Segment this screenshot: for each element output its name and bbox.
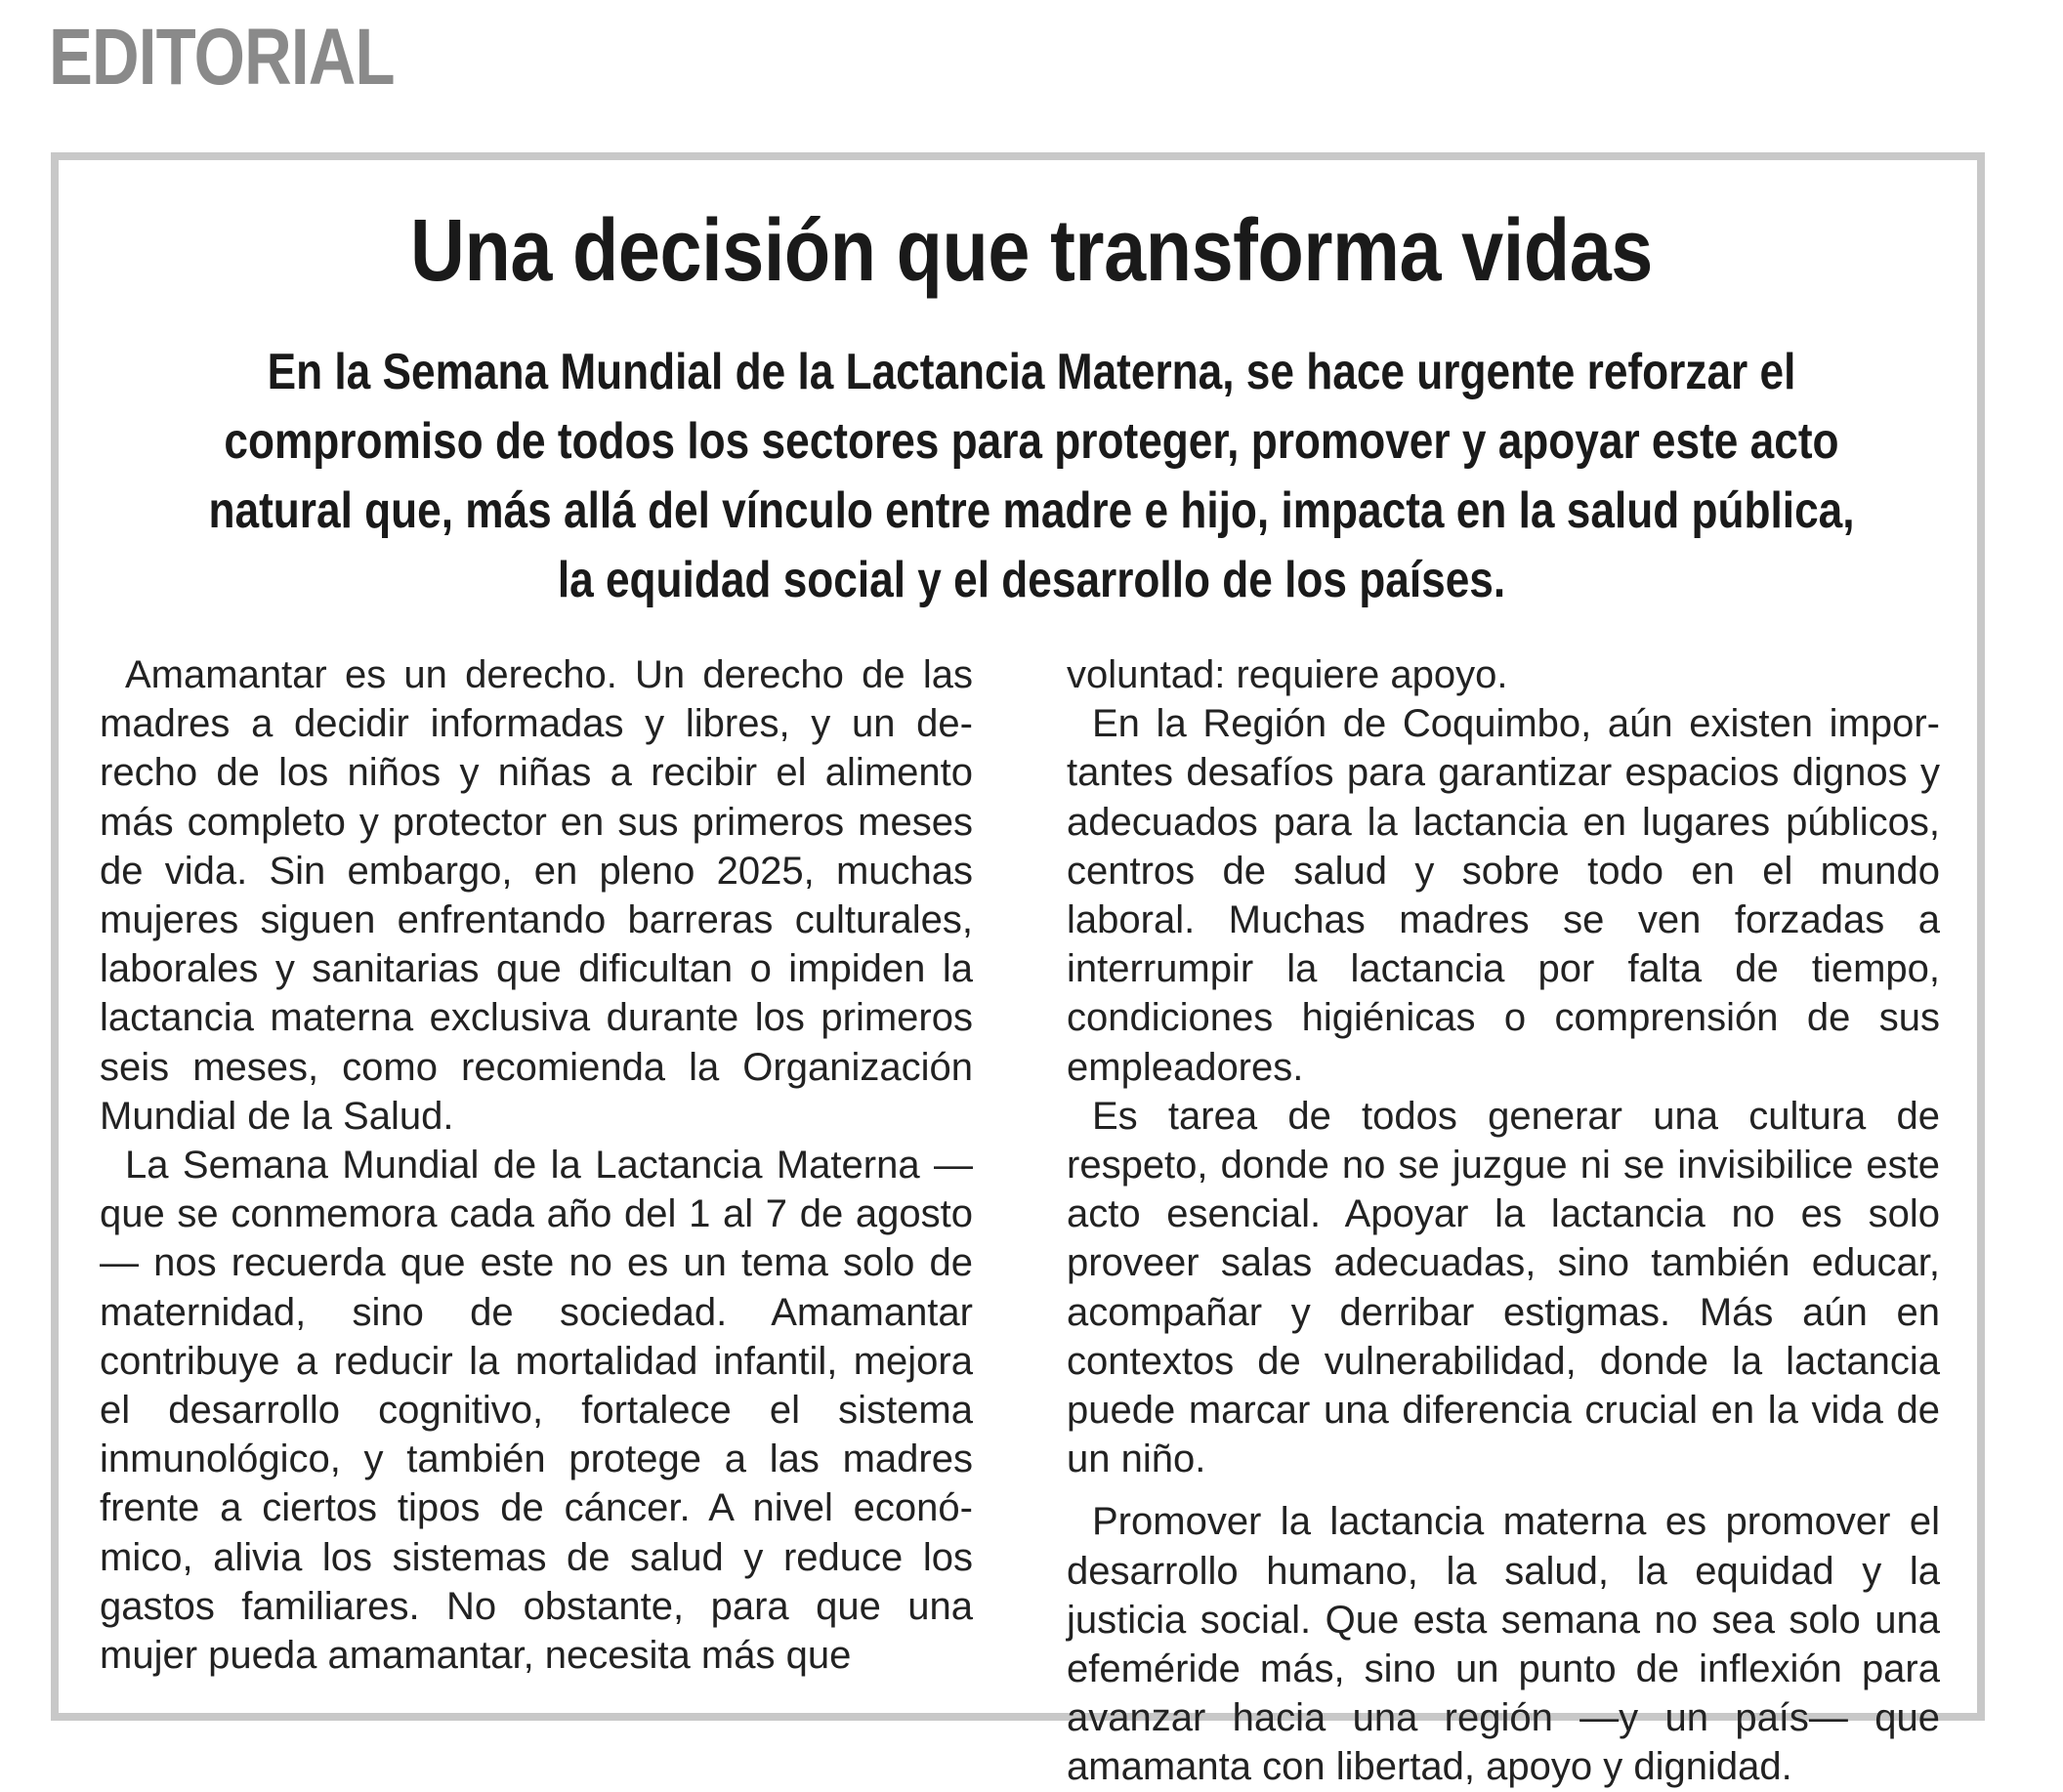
body-paragraph: Amamantar es un derecho. Un derecho de las madres a decidir informadas y libres, y un derecho de los niños y niñas a recibir el alimento más completo y protector en sus primeros meses de vida. Sin embargo, en pleno 2025, muchas mujeres siguen enfrentando barreras culturales, laborales y sanitarias que dificultan o impiden la lactancia materna exclusiva durante los primeros seis meses, como recomienda la Organización Mundial de la Salud. [100,653,973,1138]
deck-line: compromiso de todos los sectores para proteger, promover y apoyar este acto [224,413,1839,470]
body-paragraph: Es tarea de todos generar una cultura de respeto, donde no se juzgue ni se invisibilice este acto esencial. Apoyar la lactancia no es solo proveer salas adecuadas, sino también educar, acompañar y derribar estigmas. Más aún en contextos de vulnerabilidad, donde la lactancia puede marcar una diferencia crucial en la vida de un niño. [1067,1094,1940,1481]
deck-line: En la Semana Mundial de la Lactancia Materna, se hace urgente reforzar el [267,344,1796,400]
left-column [100,650,973,1680]
deck-line: la equidad social y el desarrollo de los países. [557,552,1506,608]
section-label: EDITORIAL [49,13,395,102]
headline: Una decisión que transforma vidas [410,202,1653,300]
deck [204,338,1858,615]
body-paragraph: voluntad: requiere apoyo. [1067,653,1508,696]
body-paragraph: En la Región de Coquimbo, aún existen importantes desafíos para garantizar espacios dignos y adecuados para la lactancia en lugares públicos, centros de salud y sobre todo en el mundo laboral. Muchas madres se ven forzadas a interrumpir la lactancia por falta de tiempo, condiciones higiénicas o comprensión de sus empleadores. [1067,702,1940,1089]
body-paragraph: La Semana Mundial de la Lactancia Materna —que se conmemora cada año del 1 al 7 de agosto— nos recuerda que este no es un tema solo de maternidad, sino de sociedad. Amamantar contribuye a reducir la mortalidad infantil, mejora el desarrollo cognitivo, fortalece el sistema inmunológico, y también protege a las madres frente a ciertos tipos de cáncer. A nivel económico, alivia los sistemas de salud y reduce los gastos familiares. No obstante, para que una mujer pueda amamantar, necesita más que [100,1144,973,1678]
right-column [1067,650,1940,1792]
body-paragraph: Promover la lactancia materna es promover el desarrollo humano, la salud, la equidad y la justicia social. Que esta semana no sea solo una efeméride más, sino un punto de inflexión para avanzar hacia una región —y un país— que amamanta con libertad, apoyo y dignidad. [1067,1500,1940,1789]
deck-line: natural que, más allá del vínculo entre madre e hijo, impacta en la salud pública, [208,482,1855,539]
